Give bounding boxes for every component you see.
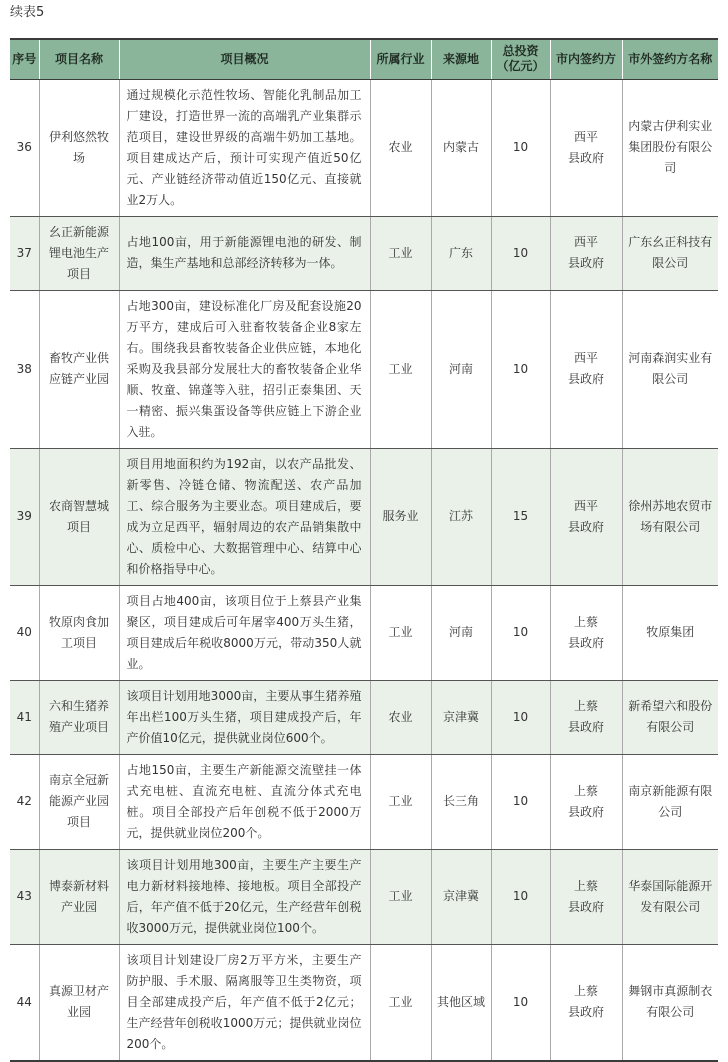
cell-project-desc: 项目占地400亩，该项目位于上蔡县产业集聚区，项目建成后可年屠宰400万头生猪，项目建成后年税收8000万元，带动350人就业。 — [119, 585, 370, 680]
cell-external-party: 广东幺正科技有限公司 — [622, 216, 718, 290]
cell-investment: 15 — [491, 448, 550, 585]
cell-no: 39 — [10, 448, 39, 585]
cell-external-party: 内蒙古伊利实业集团股份有限公司 — [622, 79, 718, 216]
cell-industry: 工业 — [370, 754, 431, 849]
header-desc: 项目概况 — [119, 39, 370, 79]
cell-project-name: 六和生猪养殖产业项目 — [39, 680, 119, 754]
cell-external-party: 南京新能源有限公司 — [622, 754, 718, 849]
cell-no: 38 — [10, 290, 39, 448]
table-header-row — [10, 39, 718, 79]
cell-project-desc: 占地100亩，用于新能源锂电池的研发、制造，集生产基地和总部经济转移为一体。 — [119, 216, 370, 290]
table-row — [10, 79, 718, 216]
cell-external-party: 新希望六和股份有限公司 — [622, 680, 718, 754]
cell-origin: 京津冀 — [431, 849, 491, 944]
cell-industry: 工业 — [370, 944, 431, 1061]
table-row — [10, 680, 718, 754]
cell-industry: 工业 — [370, 290, 431, 448]
cell-no: 44 — [10, 944, 39, 1061]
table-row — [10, 290, 718, 448]
cell-project-desc: 该项目计划用地3000亩，主要从事生猪养殖年出栏100万头生猪，项目建成投产后，年产价值10亿元，提供就业岗位600个。 — [119, 680, 370, 754]
table-row — [10, 944, 718, 1061]
header-local-party: 市内签约方 — [550, 39, 622, 79]
cell-origin: 河南 — [431, 585, 491, 680]
cell-external-party: 舞钢市真源制衣有限公司 — [622, 944, 718, 1061]
cell-local-party: 上蔡 县政府 — [550, 585, 622, 680]
header-name: 项目名称 — [39, 39, 119, 79]
cell-project-desc: 该项目计划建设厂房2万平方米，主要生产防护服、手术服、隔离服等卫生类物资，项目全部建成投产后，年产值不低于2亿元；生产经营年创税收1000万元；提供就业岗位200个。 — [119, 944, 370, 1061]
cell-origin: 内蒙古 — [431, 79, 491, 216]
cell-project-name: 畜牧产业供应链产业园 — [39, 290, 119, 448]
cell-project-name: 伊利悠然牧场 — [39, 79, 119, 216]
table-row — [10, 849, 718, 944]
cell-local-party: 上蔡 县政府 — [550, 944, 622, 1061]
cell-project-name: 博泰新材料产业园 — [39, 849, 119, 944]
cell-industry: 服务业 — [370, 448, 431, 585]
table-row — [10, 448, 718, 585]
cell-project-name: 真源卫材产业园 — [39, 944, 119, 1061]
cell-project-desc: 占地300亩，建设标准化厂房及配套设施20万平方，建成后可入驻畜牧装备企业8家左右。围绕我县畜牧装备企业供应链，本地化采购及我县部分发展壮大的畜牧装备企业华顺、牧童、锦蓬等入驻，招引正泰集团、天一精密、振兴集蛋设备等供应链上下游企业入驻。 — [119, 290, 370, 448]
cell-origin: 京津冀 — [431, 680, 491, 754]
cell-origin: 长三角 — [431, 754, 491, 849]
cell-local-party: 西平 县政府 — [550, 79, 622, 216]
cell-project-name: 幺正新能源锂电池生产项目 — [39, 216, 119, 290]
table-row — [10, 585, 718, 680]
cell-industry: 农业 — [370, 79, 431, 216]
table-caption: 续表5 — [10, 5, 45, 20]
header-no: 序号 — [10, 39, 39, 79]
table-row — [10, 754, 718, 849]
cell-external-party: 牧原集团 — [622, 585, 718, 680]
header-origin: 来源地 — [431, 39, 491, 79]
cell-origin: 河南 — [431, 290, 491, 448]
cell-no: 42 — [10, 754, 39, 849]
cell-project-name: 农商智慧城项目 — [39, 448, 119, 585]
cell-industry: 工业 — [370, 585, 431, 680]
cell-local-party: 西平 县政府 — [550, 290, 622, 448]
cell-local-party: 上蔡 县政府 — [550, 754, 622, 849]
cell-investment: 10 — [491, 680, 550, 754]
cell-local-party: 上蔡 县政府 — [550, 849, 622, 944]
cell-investment: 10 — [491, 290, 550, 448]
cell-origin: 其他区域 — [431, 944, 491, 1061]
header-invest: 总投资 （亿元） — [491, 39, 550, 79]
cell-investment: 10 — [491, 944, 550, 1061]
cell-no: 37 — [10, 216, 39, 290]
cell-investment: 10 — [491, 754, 550, 849]
cell-project-desc: 该项目计划用地300亩，主要生产主要生产电力新材料接地棒、接地板。项目全部投产后，年产值不低于20亿元，生产经营年创税收3000万元，提供就业岗位100个。 — [119, 849, 370, 944]
cell-local-party: 西平 县政府 — [550, 216, 622, 290]
cell-local-party: 上蔡 县政府 — [550, 680, 622, 754]
cell-investment: 10 — [491, 849, 550, 944]
cell-local-party: 西平 县政府 — [550, 448, 622, 585]
header-industry: 所属行业 — [370, 39, 431, 79]
cell-no: 36 — [10, 79, 39, 216]
cell-origin: 江苏 — [431, 448, 491, 585]
cell-project-name: 牧原肉食加工项目 — [39, 585, 119, 680]
cell-investment: 10 — [491, 585, 550, 680]
table-row — [10, 216, 718, 290]
cell-no: 41 — [10, 680, 39, 754]
cell-project-desc: 通过规模化示范性牧场、智能化乳制品加工厂建设，打造世界一流的高端乳产业集群示范项目，建设世界级的高端牛奶加工基地。项目建成达产后，预计可实现产值近50亿元、产业链经济带动值近150亿元、直接就业2万人。 — [119, 79, 370, 216]
cell-external-party: 河南森润实业有限公司 — [622, 290, 718, 448]
cell-industry: 农业 — [370, 680, 431, 754]
cell-industry: 工业 — [370, 849, 431, 944]
cell-no: 43 — [10, 849, 39, 944]
cell-no: 40 — [10, 585, 39, 680]
project-table — [10, 38, 718, 1062]
header-external-party: 市外签约方名称 — [622, 39, 718, 79]
cell-origin: 广东 — [431, 216, 491, 290]
cell-industry: 工业 — [370, 216, 431, 290]
cell-project-desc: 项目用地面积约为192亩，以农产品批发、新零售、冷链仓储、物流配送、农产品加工、综合服务为主要业态。项目建成后，要成为立足西平，辐射周边的农产品销集散中心、质检中心、大数据管理中心、结算中心和价格指导中心。 — [119, 448, 370, 585]
cell-investment: 10 — [491, 79, 550, 216]
cell-external-party: 华泰国际能源开发有限公司 — [622, 849, 718, 944]
cell-project-desc: 占地150亩，主要生产新能源交流壁挂一体式充电桩、直流充电桩、直流分体式充电桩。项目全部投产后年创税不低于2000万元，提供就业岗位200个。 — [119, 754, 370, 849]
cell-investment: 10 — [491, 216, 550, 290]
cell-external-party: 徐州苏地农贸市场有限公司 — [622, 448, 718, 585]
cell-project-name: 南京全冠新能源产业园项目 — [39, 754, 119, 849]
